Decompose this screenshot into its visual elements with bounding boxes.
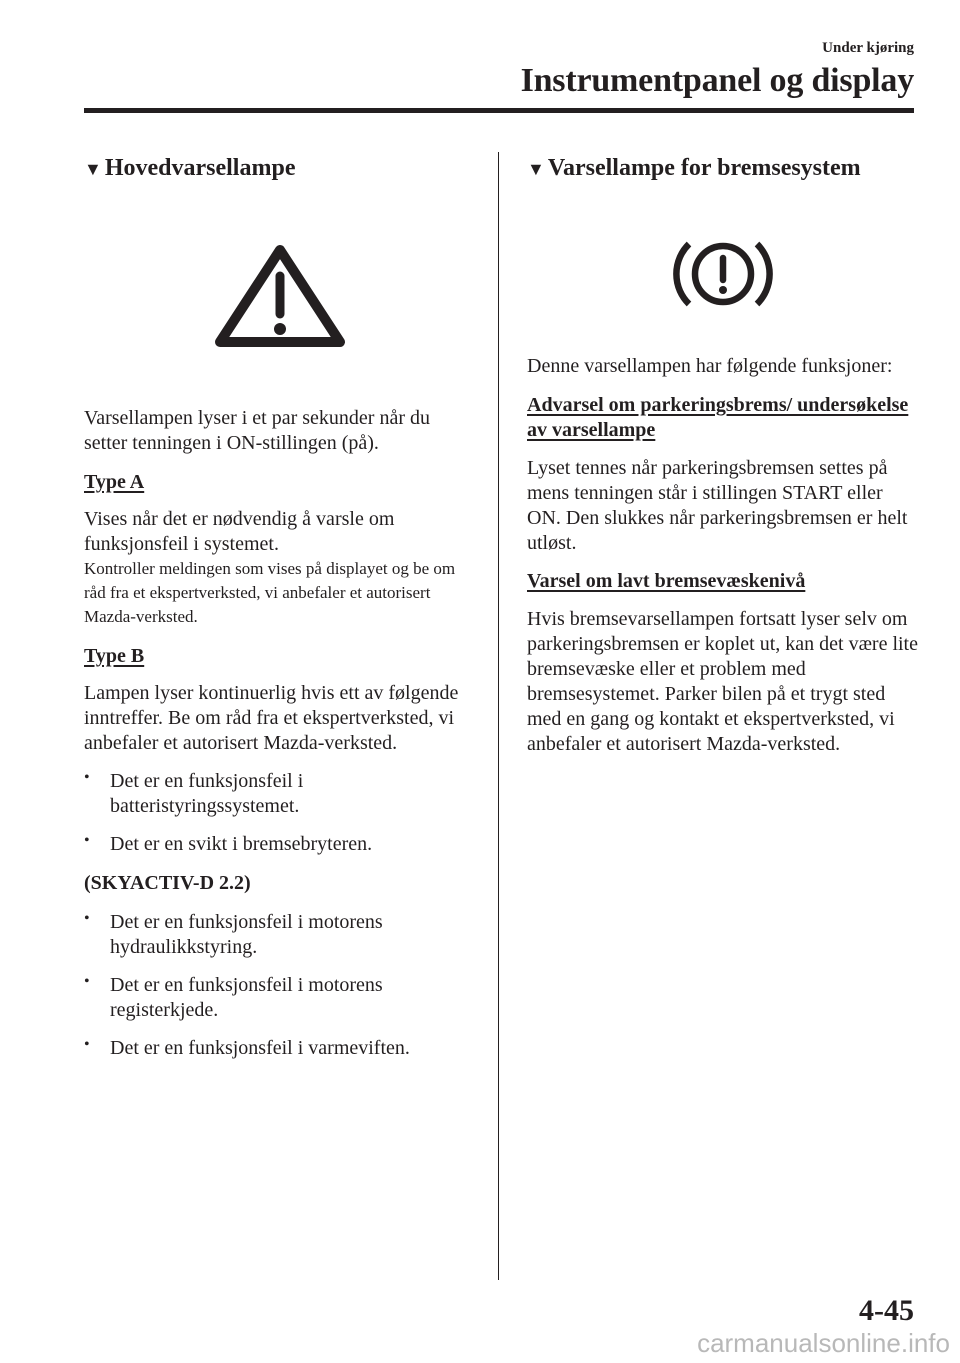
section-heading-master-warning: [84, 155, 476, 182]
parking-brake-text: Lyset tennes når parkeringsbremsen settes på mens tenningen står i stillingen START eller ON. Den slukkes når parkeringsbremsen er helt utløst.: [527, 457, 908, 554]
parking-brake-subheading: Advarsel om parkeringsbrems/ undersøkelse av varsellampe: [527, 394, 909, 441]
low-brake-fluid-text: Hvis bremsevarsellampen fortsatt lyser selv om parkeringsbremsen er koplet ut, kan det være lite bremsevæske eller et problem med bremsesystemet. Parker bilen på et trygt sted med en gang og kontakt et ekspertverksted, vi anbefaler et autorisert Mazda-verksted.: [527, 608, 918, 755]
section-heading-text: Hovedvarsellampe: [104, 155, 296, 181]
bullet-text: Det er en funksjonsfeil i motorens hydraulikkstyring.: [110, 911, 383, 958]
low-brake-fluid-subheading: Varsel om lavt bremsevæskenivå: [527, 570, 806, 592]
page-number: 4-45: [859, 1294, 914, 1327]
triangle-down-marker-icon: ▼: [84, 159, 102, 179]
triangle-down-marker-icon: ▼: [527, 159, 545, 179]
bullet-item: [84, 769, 476, 819]
bullet-text: Det er en funksjonsfeil i batteristyringssystemet.: [110, 770, 304, 817]
bullet-text: Det er en funksjonsfeil i motorens registerkjede.: [110, 974, 383, 1021]
type-a-heading: Type A: [84, 471, 145, 493]
master-warning-icon-wrap: [84, 238, 476, 350]
right-column: [527, 155, 919, 757]
type-b-heading: Type B: [84, 645, 145, 667]
left-column: [84, 155, 476, 1061]
bullet-item: [84, 1036, 476, 1061]
master-warning-intro: Varsellampen lyser i et par sekunder når du setter tenningen i ON-stillingen (på).: [84, 407, 430, 454]
bullet-item: [84, 973, 476, 1023]
type-a-text: Vises når det er nødvendig å varsle om funksjonsfeil i systemet.: [84, 508, 395, 555]
section-heading-text: Varsellampe for bremsesystem: [547, 155, 861, 181]
running-header-title: Instrumentpanel og display: [520, 62, 914, 99]
bullet-dot-icon: •: [84, 832, 90, 849]
type-a-note: Kontroller meldingen som vises på displayet og be om råd fra et ekspertverksted, vi anbefaler et autorisert Mazda-verksted.: [84, 559, 456, 626]
brake-warning-icon-wrap: [527, 232, 919, 316]
bullet-text: Det er en svikt i bremsebryteren.: [110, 833, 373, 855]
watermark-text: carmanualsonline.info: [697, 1328, 950, 1358]
bullet-dot-icon: •: [84, 1036, 90, 1053]
brake-warning-intro: Denne varsellampen har følgende funksjoner:: [527, 355, 893, 377]
column-divider: [498, 152, 499, 1280]
master-warning-triangle-icon: [210, 238, 350, 350]
type-b-text: Lampen lyser kontinuerlig hvis ett av følgende inntreffer. Be om råd fra et ekspertverksted, vi anbefaler et autorisert Mazda-verksted.: [84, 682, 459, 754]
brake-warning-icon: [667, 232, 779, 316]
bullet-text: Det er en funksjonsfeil i varmeviften.: [110, 1037, 410, 1059]
section-heading-brake-warning: [527, 155, 919, 182]
header-rule: [84, 108, 914, 113]
bullet-item: [84, 832, 476, 857]
running-header-section: Under kjøring: [822, 40, 914, 56]
bullet-dot-icon: •: [84, 910, 90, 927]
bullet-dot-icon: •: [84, 973, 90, 990]
skyactiv-heading: (SKYACTIV-D 2.2): [84, 872, 251, 894]
bullet-dot-icon: •: [84, 769, 90, 786]
bullet-item: [84, 910, 476, 960]
